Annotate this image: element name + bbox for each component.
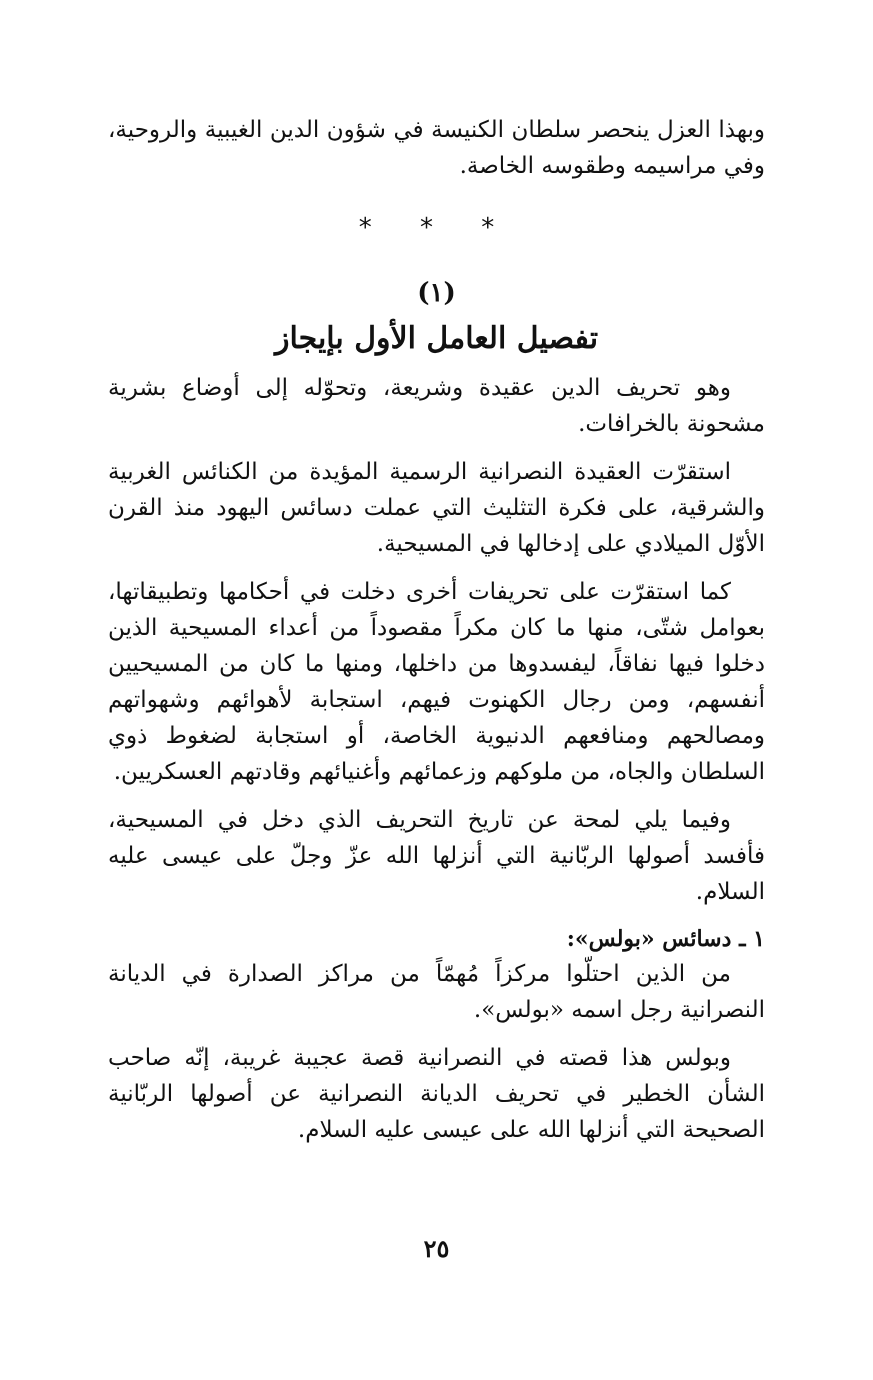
section-number: (١): [417, 278, 456, 308]
paragraph-paul-position: من الذين احتلّوا مركزاً مُهمّاً من مراكز الصدارة في الديانة النصرانية رجل اسمه «بولس».: [108, 961, 765, 1023]
paragraph-intro: وبهذا العزل ينحصر سلطان الكنيسة في شؤون الدين الغيبية والروحية، وفي مراسيمه وطقوسه الخاصة.: [108, 117, 765, 179]
section-separator: * * *: [358, 213, 515, 243]
paragraph-paul-story: وبولس هذا قصته في النصرانية قصة عجيبة غريبة، إنّه صاحب الشأن الخطير في تحريف الديانة النصرانية عن أصولها الربّانية الصحيحة التي أنزلها الله على عيسى عليه السلام.: [108, 1045, 765, 1143]
page-number: ٢٥: [423, 1234, 450, 1263]
section-title: تفصيل العامل الأول بإيجاز: [274, 321, 599, 356]
paragraph-trinity: استقرّت العقيدة النصرانية الرسمية المؤيدة من الكنائس الغربية والشرقية، على فكرة التثليث التي عملت دسائس اليهود منذ القرن الأوّل الميلادي على إدخالها في المسيحية.: [108, 459, 765, 557]
paragraph-history-intro: وفيما يلي لمحة عن تاريخ التحريف الذي دخل في المسيحية، فأفسد أصولها الربّانية التي أنزلها الله عزّ وجلّ على عيسى عليه السلام.: [108, 807, 765, 905]
subheading-paul: ١ ـ دسائس «بولس»:: [566, 926, 765, 952]
paragraph-definition: وهو تحريف الدين عقيدة وشريعة، وتحوّله إلى أوضاع بشرية مشحونة بالخرافات.: [108, 375, 765, 437]
paragraph-distortions: كما استقرّت على تحريفات أخرى دخلت في أحكامها وتطبيقاتها، بعوامل شتّى، منها ما كان مكراً مقصوداً من أعداء المسيحية الذين دخلوا فيها نفاقاً، ليفسدوها من داخلها، ومنها ما كان من المسيحيين أنفسهم، ومن رجال الكهنوت فيهم، استجابة لأهوائهم وشهواتهم ومصالحهم ومنافعهم الدنيوية الخاصة، أو استجابة لضغوط ذوي السلطان والجاه، من ملوكهم وزعمائهم وأغنيائهم وقادتهم العسكريين.: [108, 579, 765, 785]
